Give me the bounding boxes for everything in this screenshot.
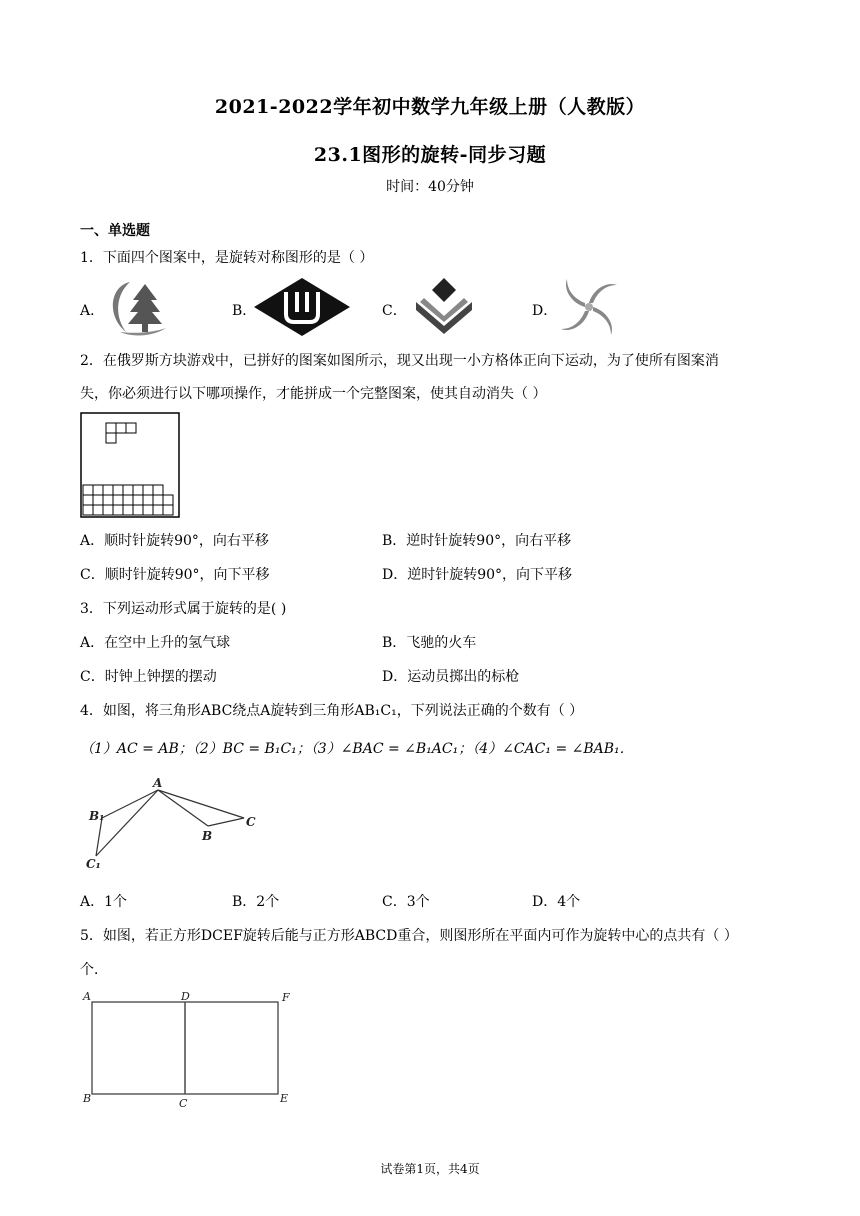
tetris-figure	[80, 412, 182, 520]
label-b1: B₁	[89, 809, 105, 823]
label-e: E	[280, 1092, 289, 1105]
exam-subtitle: 23.1图形的旋转-同步习题	[313, 144, 547, 166]
q1-option-a-label: A．	[80, 303, 105, 319]
q4-option-d: D．4个	[532, 894, 581, 910]
label-a: A	[153, 776, 163, 790]
q3-option-d: D．运动员掷出的标枪	[382, 669, 520, 685]
question-5-line1: 5．如图，若正方形DCEF旋转后能与正方形ABCD重合，则图形所在平面内可作为旋转中心的点共有（ ）	[80, 928, 738, 944]
q2-option-b: B．逆时针旋转90°，向右平移	[382, 533, 572, 549]
time-limit: 时间：40分钟	[386, 179, 474, 195]
q2-option-d: D．逆时针旋转90°，向下平移	[382, 567, 573, 583]
question-5-line2: 个．	[80, 962, 108, 978]
label-c: C	[246, 815, 256, 829]
label-c: C	[179, 1097, 188, 1110]
question-2-line2: 失，你必须进行以下哪项操作，才能拼成一个完整图案，使其自动消失（ ）	[80, 386, 547, 402]
q1-option-b-label: B．	[232, 303, 257, 319]
q4-option-a: A．1个	[80, 894, 128, 910]
two-squares-figure	[80, 988, 300, 1112]
question-3: 3．下列运动形式属于旋转的是( )	[80, 601, 287, 617]
question-2-line1: 2．在俄罗斯方块游戏中，已拼好的图案如图所示，现又出现一小方格体正向下运动，为了使所有图案消	[80, 353, 719, 369]
q4-option-b: B．2个	[232, 894, 280, 910]
question-4-statements: （1）AC = AB；（2）BC = B₁C₁；（3）∠BAC = ∠B₁AC₁；（4）∠CAC₁ = ∠BAB₁．	[80, 741, 634, 757]
page-footer: 试卷第1页，共4页	[380, 1162, 480, 1176]
label-f: F	[282, 991, 290, 1004]
question-4: 4．如图，将三角形ABC绕点A旋转到三角形AB₁C₁，下列说法正确的个数有（ ）	[80, 703, 584, 719]
q1-figure-a-tree-icon	[100, 276, 170, 338]
q1-option-c-label: C．	[382, 303, 407, 319]
q1-figure-b-emblem-icon	[254, 276, 350, 338]
label-c1: C₁	[86, 857, 101, 871]
q3-option-c: C．时钟上钟摆的摆动	[80, 669, 217, 685]
label-a: A	[83, 990, 91, 1003]
q2-option-c: C．顺时针旋转90°，向下平移	[80, 567, 270, 583]
q4-option-c: C．3个	[382, 894, 430, 910]
q1-figure-c-diamond-icon	[410, 276, 478, 342]
label-b: B	[202, 829, 213, 843]
q1-option-d-label: D．	[532, 303, 558, 319]
label-d: D	[181, 990, 190, 1003]
triangle-rotation-figure	[80, 774, 270, 874]
q1-figure-d-pinwheel-icon	[556, 276, 622, 338]
section-heading: 一、单选题	[80, 223, 150, 239]
q3-option-b: B．飞驰的火车	[382, 635, 477, 651]
question-1: 1．下面四个图案中，是旋转对称图形的是（ ）	[80, 250, 374, 266]
label-b: B	[83, 1092, 92, 1105]
q2-option-a: A．顺时针旋转90°，向右平移	[80, 533, 269, 549]
exam-title: 2021-2022学年初中数学九年级上册（人教版）	[214, 96, 646, 118]
q3-option-a: A．在空中上升的氢气球	[80, 635, 231, 651]
